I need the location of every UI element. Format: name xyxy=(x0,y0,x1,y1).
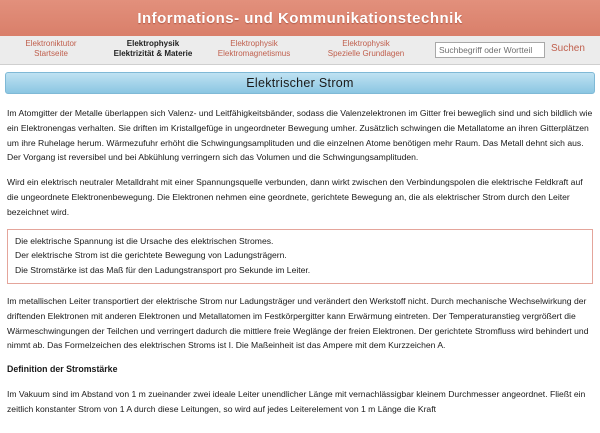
key-statement: Der elektrische Strom ist die gerichtete Bewegung von Ladungsträgern. xyxy=(15,250,287,261)
article-content xyxy=(0,106,600,417)
nav-item-line2: Startseite xyxy=(34,48,68,58)
paragraph-4: Im Vakuum sind im Abstand von 1 m zueinander zwei ideale Leiter unendlicher Länge mit vernachlässigbar kleinem Durchmesser angeordnet. Fließt ein zeitlich konstanter Strom von 1 A durch diese Leitungen, so wird auf jedes Leiterelement von 1 m Länge die Kraft xyxy=(7,388,586,414)
nav-item-spezielle-grundlagen[interactable] xyxy=(318,39,414,58)
site-title: Informations- und Kommunikationstechnik xyxy=(137,9,463,27)
nav-item-line2: Elektrizität & Materie xyxy=(113,48,193,58)
nav-item-line1: Elektrophysik xyxy=(342,39,390,48)
site-banner xyxy=(0,0,600,36)
page-title: Elektrischer Strom xyxy=(246,76,354,90)
navigation-bar xyxy=(0,36,600,65)
paragraph-1: Im Atomgitter der Metalle überlappen sich Valenz- und Leitfähigkeitsbänder, sodass die Valenzelektronen im Gitter frei beweglich sind und sich bildlich wie ein Elektronengas verhalten. Sie driften im Kristallgefüge in ungeordneter Bewegung umher. Zusätzlich schwingen die Metallatome an ihren Gitterplätzen um ihre Ruhelage herum. Wärmezufuhr erhöht die Schwingungsamplituden und die einzelnen Atome benötigen mehr Raum. Das Metall dehnt sich aus. Der Vorgang ist reversibel und bei Abkühlung verringern sich das Volumen und die Schwingungsamplituden. xyxy=(7,108,593,163)
paragraph-3: Im metallischen Leiter transportiert der elektrische Strom nur Ladungsträger und verändert den Werkstoff nicht. Durch mechanische Wechselwirkung der driftenden Elektronen mit anderen Elektronen und Metallatomen im Festkörpergitter kann Erwärmung eintreten. Der Temperaturanstieg vergrößert die Wärmeschwingungen der Teilchen und verringert dadurch die mittlere freie Weglänge der freien Elektronen. Der gerichtete Stromfluss wird behindert und nimmt ab. Das Formelzeichen des elektrischen Stroms ist I. Die Maßeinheit ist das Ampere mit dem Kurzzeichen A. xyxy=(7,295,589,351)
nav-item-line1: Elektroniktutor xyxy=(25,39,77,48)
key-statement: Die elektrische Spannung ist die Ursache des elektrischen Stromes. xyxy=(15,235,274,246)
key-statement: Die Stromstärke ist das Maß für den Ladungstransport pro Sekunde im Leiter. xyxy=(15,265,311,276)
heading-wrapper xyxy=(0,65,600,94)
key-statements-box xyxy=(7,229,593,284)
nav-item-elektromagnetismus[interactable] xyxy=(212,39,296,58)
section-heading: Definition der Stromstärke xyxy=(7,364,118,375)
nav-item-line1: Elektrophysik xyxy=(230,39,278,48)
search-button[interactable]: Suchen xyxy=(551,43,585,54)
nav-item-line1: Elektrophysik xyxy=(126,39,180,48)
nav-item-line2: Elektromagnetismus xyxy=(217,48,291,58)
nav-item-startseite[interactable] xyxy=(8,39,94,58)
nav-item-elektrizitaet-materie[interactable] xyxy=(108,39,198,58)
page-title-bar xyxy=(5,72,595,94)
paragraph-2: Wird ein elektrisch neutraler Metalldraht mit einer Spannungsquelle verbunden, dann wirkt zwischen den Verbindungspolen die elektrische Feldkraft auf die ungeordnete Elektronenbewegung. Die Elektronen nehmen eine geordnete, gerichtete Bewegung an, die als elektrischer Strom durch den Leiter bezeichnet wird. xyxy=(7,177,583,217)
nav-item-line2: Spezielle Grundlagen xyxy=(327,48,405,58)
search-input[interactable] xyxy=(435,42,545,58)
